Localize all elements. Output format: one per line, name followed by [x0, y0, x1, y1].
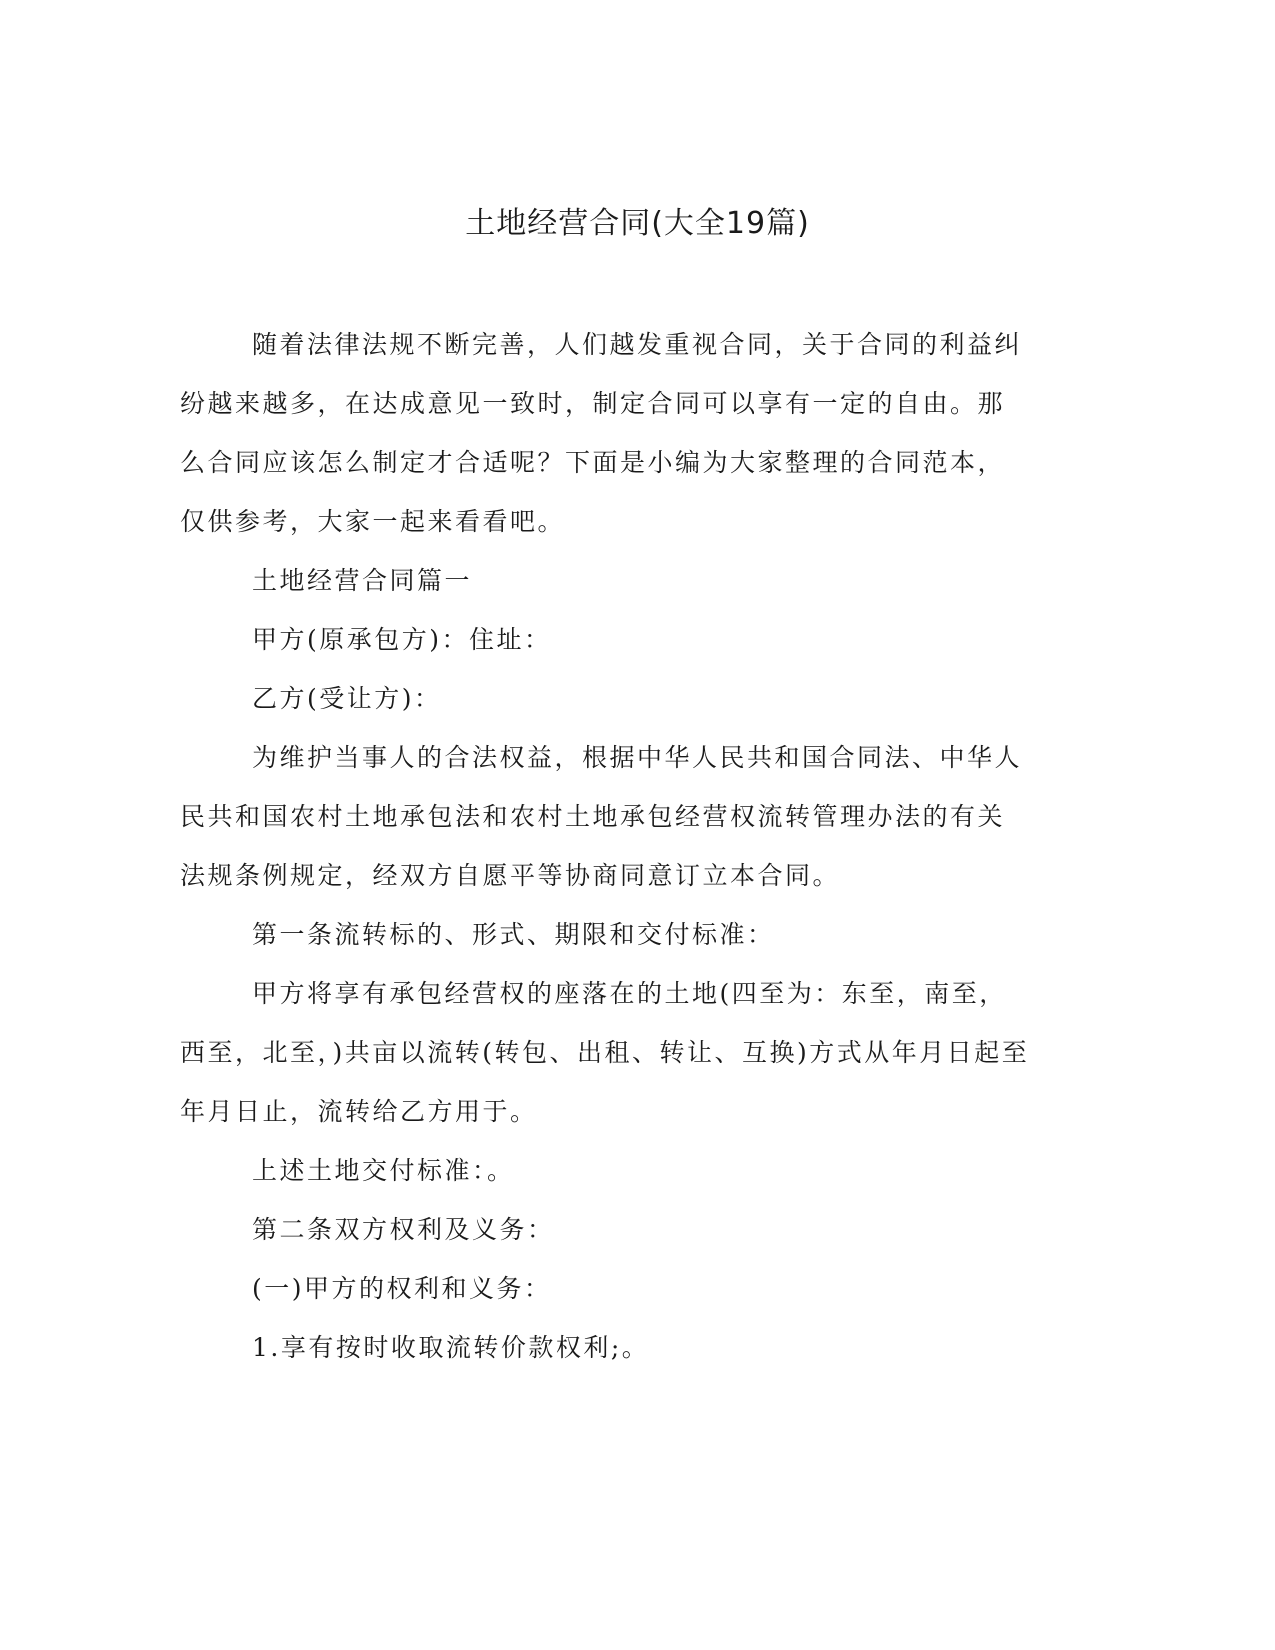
delivery-standard-line: 上述土地交付标准：。	[252, 1156, 515, 1185]
article-1-body: 甲方将享有承包经营权的座落在的土地(四至为：东至，南至，西至，北至，)共亩以流转(转包、出租、转让、互换)方式从年月日起至年月日止，流转给乙方用于。	[180, 979, 1030, 1126]
article-2-heading: 第二条双方权利及义务：	[252, 1215, 555, 1244]
party-b-line: 乙方(受让方)：	[252, 684, 442, 713]
article-1-heading: 第一条流转标的、形式、期限和交付标准：	[252, 920, 775, 949]
party-a-rights-heading: (一)甲方的权利和义务：	[252, 1274, 552, 1303]
section-heading: 土地经营合同篇一	[252, 566, 473, 595]
preamble-paragraph: 为维护当事人的合法权益，根据中华人民共和国合同法、中华人民共和国农村土地承包法和农村土地承包经营权流转管理办法的有关法规条例规定，经双方自愿平等协商同意订立本合同。	[180, 743, 1023, 890]
party-a-rights-item-1: 1.享有按时收取流转价款权利;。	[252, 1333, 650, 1362]
document-title: 土地经营合同(大全19篇)	[465, 206, 810, 241]
intro-paragraph: 随着法律法规不断完善，人们越发重视合同，关于合同的利益纠纷越来越多，在达成意见一致时，制定合同可以享有一定的自由。那么合同应该怎么制定才合适呢？下面是小编为大家整理的合同范本，仅供参考，大家一起来看看吧。	[180, 330, 1023, 536]
document-body	[180, 315, 1030, 1377]
party-a-line: 甲方(原承包方)：住址：	[252, 625, 552, 654]
